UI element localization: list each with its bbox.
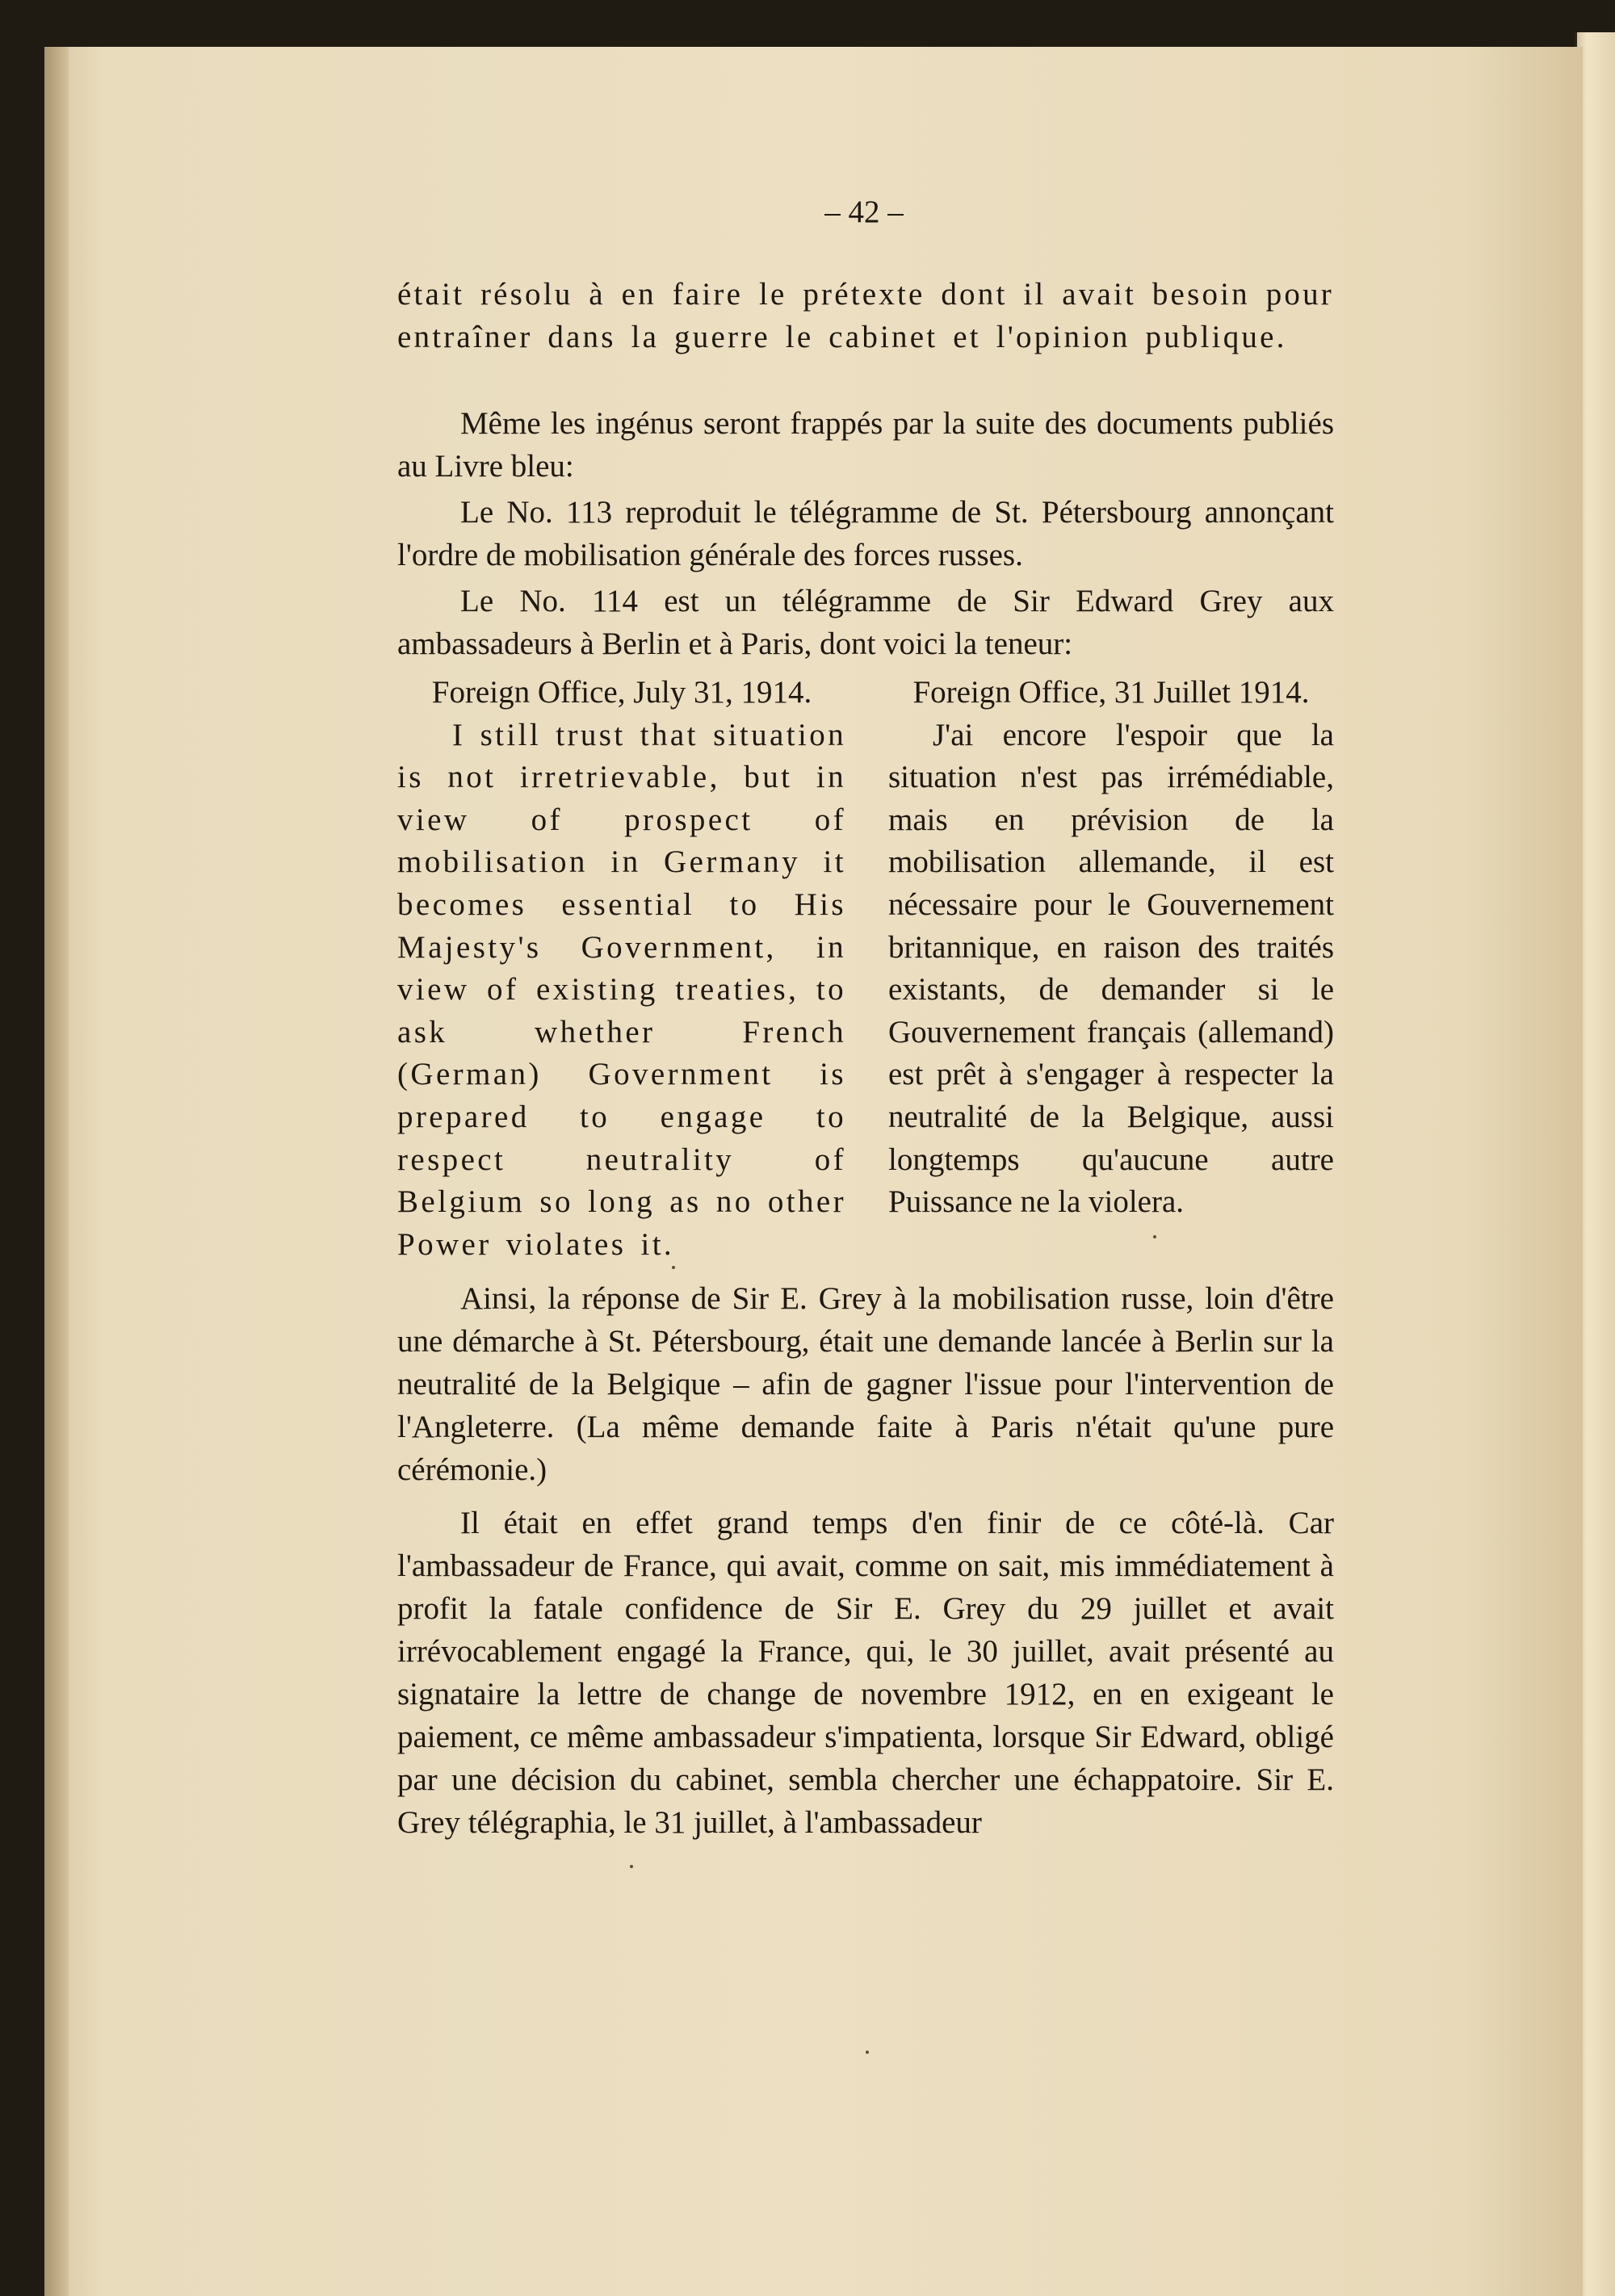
paper-speck — [1153, 1235, 1156, 1238]
paragraph-3 — [397, 491, 1334, 576]
telegram-french-heading: Foreign Office, 31 Juillet 1914. — [912, 675, 1310, 710]
paragraph-3-text: Le No. 113 reproduit le télégramme de St. Pétersbourg annonçant l'ordre de mobilisation générale des forces russes. — [397, 495, 1334, 572]
paper-speck — [630, 1865, 633, 1868]
paper-speck — [866, 2051, 869, 2054]
paper-speck — [672, 1266, 675, 1269]
paragraph-2-text: Même les ingénus seront frappés par la suite des documents publiés au Livre bleu: — [397, 406, 1334, 484]
page-gutter — [44, 47, 69, 2296]
telegram-english-body: I still trust that situation is not irretrievable, but in view of prospect of mobilisation in Germany it becomes essential to His Majesty's Government, in view of existing treaties, to ask whether French (German) Government is prepared to engage to respect neutrality of Belgium so long as no other Power violates it. — [397, 717, 846, 1262]
paragraph-5 — [397, 1277, 1334, 1491]
paragraph-6-text: Il était en effet grand temps d'en finir de ce côté-là. Car l'ambassadeur de France, qui avait, comme on sait, mis immédiatement à profit la fatale confidence de Sir E. Grey du 29 juillet et avait irrévocablement engagé la France, qui, le 30 juillet, avait présenté au signataire la lettre de change de novembre 1912, en en exigeant le paiement, ce même ambassadeur s'impatienta, lorsque Sir Edward, obligé par une décision du cabinet, sembla chercher une échappatoire. Sir E. Grey télégraphia, le 31 juillet, à l'ambassadeur — [397, 1506, 1334, 1840]
telegram-english-heading: Foreign Office, July 31, 1914. — [431, 675, 812, 710]
paragraph-1 — [397, 273, 1334, 358]
paragraph-6 — [397, 1502, 1334, 1844]
telegram-french-column — [888, 672, 1334, 1224]
paragraph-1-text: était résolu à en faire le prétexte dont il avait besoin pour entraîner dans la guerre le cabinet et l'opinion publique. — [397, 277, 1334, 354]
paragraph-5-text: Ainsi, la réponse de Sir E. Grey à la mobilisation russe, loin d'être une démarche à St. Pétersbourg, était une demande lancée à Berlin sur la neutralité de la Belgique – afin de gagner l'issue pour l'intervention de l'Angleterre. (La même demande faite à Paris n'était qu'une pure cérémonie.) — [397, 1281, 1334, 1487]
telegram-french-body: J'ai encore l'espoir que la situation n'est pas irrémédiable, mais en prévision de la mobilisation allemande, il est nécessaire pour le Gouvernement britannique, en raison des traités existants, de demander si le Gouvernement français (allemand) est prêt à s'engager à respecter la neutralité de la Belgique, aussi longtemps qu'aucune autre Puissance ne la violera. — [888, 717, 1334, 1220]
page-number: – 42 – — [824, 195, 904, 229]
paragraph-4 — [397, 580, 1334, 665]
paragraph-4-text: Le No. 114 est un télégramme de Sir Edward Grey aux ambassadeurs à Berlin et à Paris, dont voici la teneur: — [397, 584, 1334, 661]
telegram-english-column — [397, 672, 846, 1266]
paragraph-2 — [397, 402, 1334, 488]
